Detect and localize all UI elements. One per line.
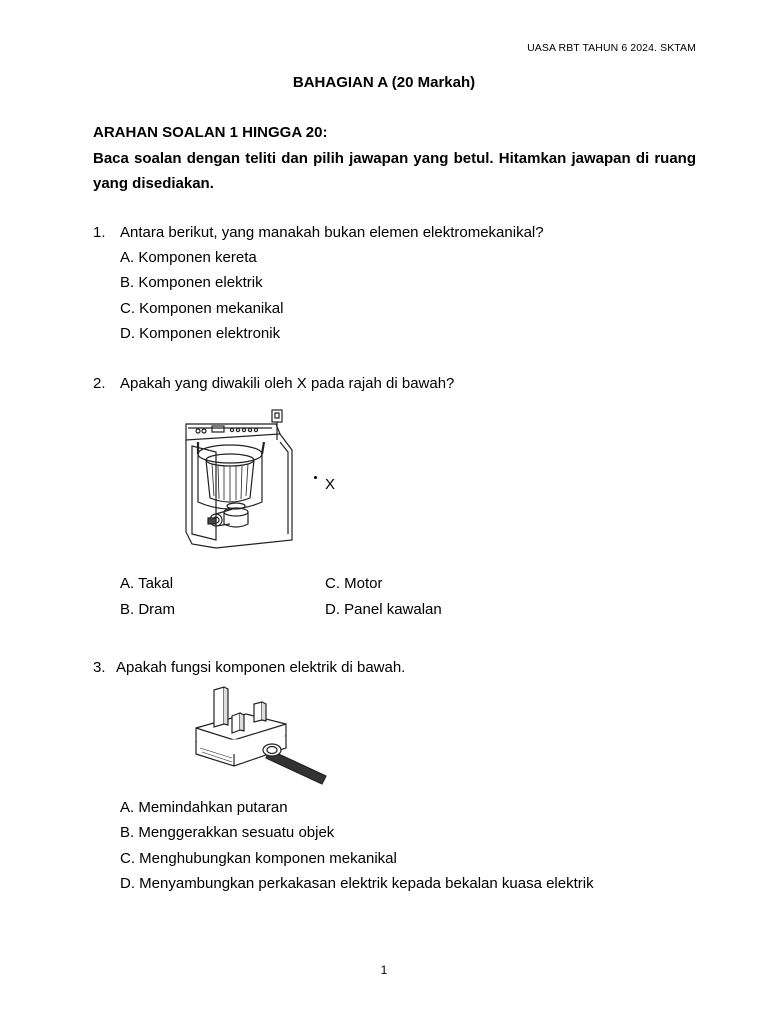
question-1-option-c: C. Komponen mekanikal xyxy=(120,300,284,317)
electrical-plug-diagram xyxy=(186,684,334,788)
instructions-title: ARAHAN SOALAN 1 HINGGA 20: xyxy=(93,124,328,141)
question-1-option-d: D. Komponen elektronik xyxy=(120,325,281,342)
section-title: BAHAGIAN A (20 Markah) xyxy=(292,74,476,91)
question-3-option-c: C. Menghubungkan komponen mekanikal xyxy=(120,850,397,867)
instructions-body: Baca soalan dengan teliti dan pilih jawapan yang betul. Hitamkan jawapan di ruang yang disediakan. xyxy=(93,150,696,192)
question-2-number: 2. xyxy=(93,375,106,392)
question-2-option-c: C. Motor xyxy=(325,575,383,592)
question-2-text: Apakah yang diwakili oleh X pada rajah di bawah? xyxy=(120,375,455,392)
question-3-option-a: A. Memindahkan putaran xyxy=(120,799,288,816)
question-1-number: 1. xyxy=(93,224,106,241)
exam-header: UASA RBT TAHUN 6 2024. SKTAM xyxy=(527,42,696,54)
pointer-dot xyxy=(314,476,317,479)
question-1-option-b: B. Komponen elektrik xyxy=(120,274,263,291)
question-1-option-a: A. Komponen kereta xyxy=(120,249,257,266)
question-2-option-a: A. Takal xyxy=(120,575,174,592)
figure-label-x: X xyxy=(325,476,336,493)
question-3-option-d: D. Menyambungkan perkakasan elektrik kepada bekalan kuasa elektrik xyxy=(120,875,594,892)
question-3-text: Apakah fungsi komponen elektrik di bawah. xyxy=(116,659,406,676)
question-3-number: 3. xyxy=(93,659,106,676)
question-2-option-b: B. Dram xyxy=(120,601,176,618)
page-number: 1 xyxy=(380,963,388,977)
washing-machine-diagram xyxy=(180,406,300,552)
question-1-text: Antara berikut, yang manakah bukan elemen elektromekanikal? xyxy=(120,224,544,241)
question-2-option-d: D. Panel kawalan xyxy=(325,601,442,618)
question-3-option-b: B. Menggerakkan sesuatu objek xyxy=(120,824,335,841)
